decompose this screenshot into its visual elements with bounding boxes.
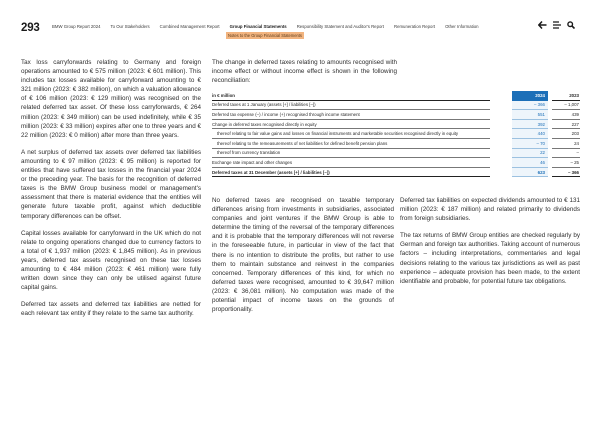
value-2024: 46 xyxy=(512,158,548,168)
paragraph: Tax loss carryforwards relating to Germany and foreign operations amounted to € 575 million (2023: € 601 million). This includes tax losses available for carryforward amounting to € 321 million (2023: € 382 million), on which a valuation allowance of € 106 million (2023: € 129 million) was recognised on the related deferred tax asset. Of these loss carryforwards, € 264 million (2023: € 349 million) can be used indefinitely, while € 35 million (2023: € 33 million) expires after one to three years and € 22 million (2023: € 0 million) after more than three years. xyxy=(21,59,201,139)
value-2024: 440 xyxy=(512,129,548,139)
table-total-row xyxy=(212,168,580,178)
row-label: thereof relating to fair value gains and losses on financial instruments and marketable securities recognised directly in equity xyxy=(212,129,490,139)
value-2023: – xyxy=(552,149,580,159)
nav-item-stakeholders[interactable]: To Our Stakeholders xyxy=(110,24,150,29)
value-2023: 203 xyxy=(552,129,580,139)
table-row xyxy=(212,158,580,168)
table-row xyxy=(212,139,580,149)
column-middle xyxy=(212,196,394,322)
reconciliation-intro xyxy=(212,58,397,93)
table-row xyxy=(212,101,580,111)
table-unit-label: in € million xyxy=(212,91,490,101)
row-label: Exchange rate impact and other changes xyxy=(212,158,490,168)
nav-item-remuneration-report[interactable]: Remuneration Report xyxy=(393,24,436,29)
table-row xyxy=(212,129,580,139)
column-header-2023: 2023 xyxy=(552,91,580,101)
row-label: Change in deferred taxes recognised directly in equity xyxy=(212,120,490,130)
paragraph: No deferred taxes are recognised on taxable temporary differences arising from investments in subsidiaries, associated companies and joint ventures if the BMW Group is able to determine the timing of the reversal of the temporary differences and it is probable that the temporary differences will not reverse in the foreseeable future, in particular in view of the fact that there is no intention to distribute the profits, but rather to use them to maintain substance and reinvest in the companies concerned. Temporary differences of this kind, for which no deferred taxes were recognised, amounted to € 39,647 million (2023: € 36,081 million). No computation was made of the potential impact of income taxes on the grounds of proportionality. xyxy=(212,197,394,314)
paragraph: Capital losses available for carryforward in the UK which do not relate to ongoing operations changed due to currency factors to a total of € 1,937 million (2023: € 1,845 million). As in previous years, deferred tax assets recognised on these tax losses amounting to € 484 million (2023: € 461 million) were fully written down since they can only be utilised against future capital gains. xyxy=(21,229,201,292)
menu-icon[interactable] xyxy=(553,21,561,29)
page-number: 293 xyxy=(21,22,40,34)
nav-item-report[interactable]: BMW Group Report 2024 xyxy=(52,24,101,29)
value-2024: – 70 xyxy=(512,139,548,149)
nav-item-management-report[interactable]: Combined Management Report xyxy=(159,24,220,29)
top-navigation xyxy=(52,24,489,29)
value-2023: 227 xyxy=(552,120,580,130)
paragraph: A net surplus of deferred tax assets over deferred tax liabilities amounting to € 97 million (2023: € 95 million) is reported for entities that have suffered tax losses in the financial year 2024 or the preceding year. The basis for the recognition of deferred taxes is the BMW Group business model or management's assessment that there is material evidence that the entities will generate future taxable profit, against which deductible temporary differences can be offset. xyxy=(21,148,201,220)
page-header xyxy=(0,0,600,40)
row-label: Deferred tax expense (–) / income (+) recognised through income statement xyxy=(212,110,490,120)
value-2024: 392 xyxy=(512,120,548,130)
table-row xyxy=(212,110,580,120)
value-2024: – 366 xyxy=(512,101,548,111)
value-2023: – 366 xyxy=(552,168,580,178)
paragraph: Deferred tax assets and deferred tax liabilities are netted for each relevant tax entity if they relate to the same tax authority. xyxy=(21,301,201,318)
paragraph: The change in deferred taxes relating to amounts recognised with income effect or without income effect is shown in the following reconciliation: xyxy=(212,59,397,85)
paragraph: The tax returns of BMW Group entities are checked regularly by German and foreign tax authorities. Taking account of numerous factors – including interpretations, commentaries and legal decisions relating to the various tax jurisdictions as well as past experience – adequate provision has been made, to the extent identifiable and probable, for potential future tax obligations. xyxy=(400,232,580,285)
row-label: Deferred taxes at 1 January (assets [+] / liabilities [–]) xyxy=(212,101,490,111)
paragraph: Deferred tax liabilities on expected dividends amounted to € 131 million (2023: € 187 million) and related primarily to dividends from foreign subsidiaries. xyxy=(400,197,580,223)
nav-item-other-information[interactable]: Other Information xyxy=(445,24,479,29)
value-2024: 551 xyxy=(512,110,548,120)
nav-item-financial-statements[interactable]: Group Financial Statements xyxy=(229,24,287,29)
row-label: thereof from currency translation xyxy=(212,149,490,159)
value-2023: 24 xyxy=(552,139,580,149)
row-label: Deferred taxes at 31 December (assets [+] / liabilities [–]) xyxy=(212,168,490,178)
deferred-tax-reconciliation-table xyxy=(212,91,580,177)
value-2024: 22 xyxy=(512,149,548,159)
value-2023: – 1,007 xyxy=(552,101,580,111)
value-2024: 623 xyxy=(512,168,548,178)
value-2023: – 25 xyxy=(552,158,580,168)
header-icons xyxy=(538,21,575,29)
subtab-notes[interactable]: Notes to the Group Financial Statements xyxy=(228,33,302,38)
column-header-2024: 2024 xyxy=(512,91,548,101)
table-row xyxy=(212,149,580,159)
column-left xyxy=(21,58,201,326)
nav-item-responsibility-statement[interactable]: Responsibility Statement and Auditor's Report xyxy=(296,24,384,29)
row-label: thereof relating to the remeasurements of net liabilities for defined benefit pension plans xyxy=(212,139,490,149)
value-2023: 439 xyxy=(552,110,580,120)
table-header-row xyxy=(212,91,580,101)
back-arrow-icon[interactable] xyxy=(538,21,547,29)
search-icon[interactable] xyxy=(567,21,575,29)
table-row xyxy=(212,120,580,130)
column-right xyxy=(400,196,580,294)
